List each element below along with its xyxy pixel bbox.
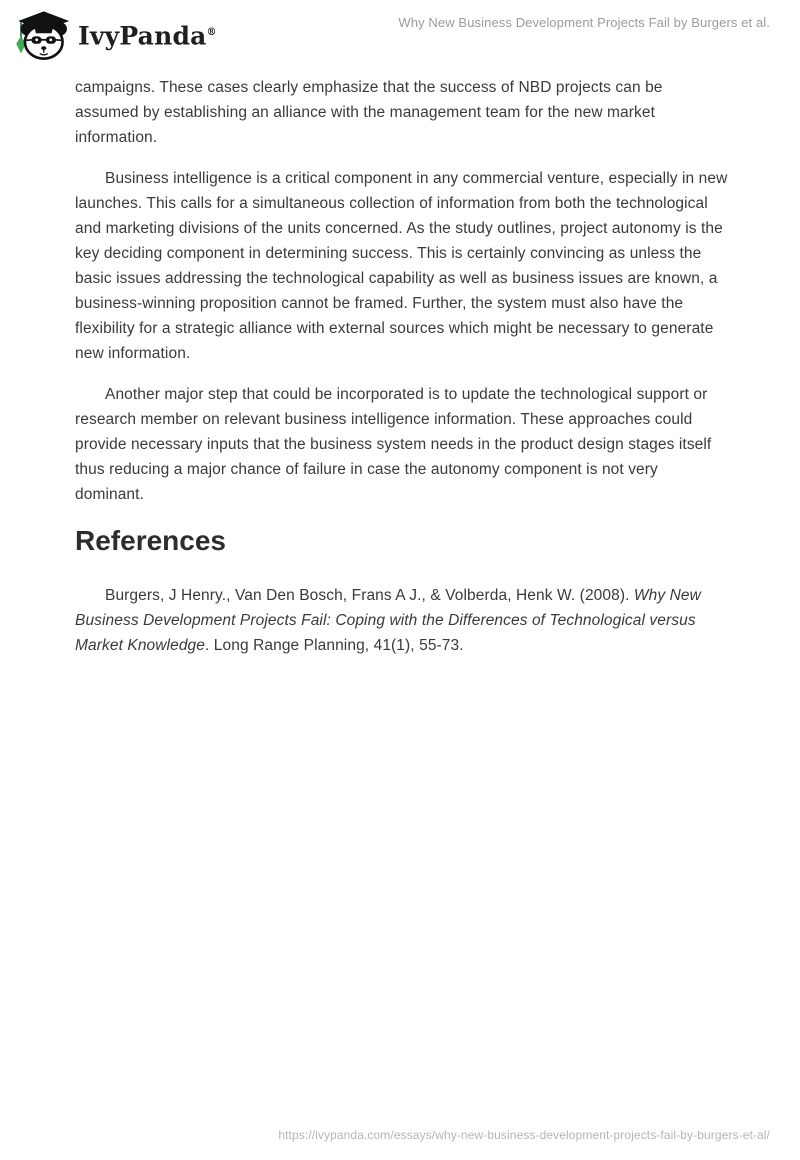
citation-authors: Burgers, J Henry., Van Den Bosch, Frans A J., & Volberda, Henk W. (2008).: [105, 587, 634, 604]
page-header: [0, 0, 800, 64]
registered-mark: ®: [206, 27, 217, 38]
paragraph-2: Business intelligence is a critical component in any commercial venture, especially in new launches. This calls for a simultaneous collection of information from both the technological and marketing divisions of the units concerned. As the study outlines, project autonomy is the key deciding component in determining success. This is certainly convincing as unless the basic issues addressing the technological capability as well as business issues are known, a business-winning proposition cannot be framed. Further, the system must also have the flexibility for a strategic alliance with external sources which might be necessary to generate new information.: [75, 170, 728, 362]
source-url: https://ivypanda.com/essays/why-new-business-development-projects-fail-by-burgers-et-al/: [278, 1128, 770, 1142]
citation-journal: . Long Range Planning, 41(1), 55-73.: [204, 637, 464, 654]
reference-citation: [75, 583, 728, 658]
logo-wordmark: IvyPanda®: [78, 21, 217, 51]
ivypanda-logo: [14, 5, 217, 64]
paragraph-3: Another major step that could be incorporated is to update the technological support or research member on relevant business intelligence information. These approaches could provide necessary inputs that the business system needs in the product design stages itself thus reducing a major chance of failure in case the autonomy component is not very dominant.: [75, 386, 712, 503]
essay-content: [0, 75, 800, 658]
paragraph-1: campaigns. These cases clearly emphasize that the success of NBD projects can be assumed by establishing an alliance with the management team for the new market information.: [75, 79, 663, 146]
citation-title: Why New Business Development Projects Fail: Coping with the Differences of Technological versus Market Knowledge: [75, 587, 701, 654]
page-footer: [278, 1126, 770, 1144]
document-title: Why New Business Development Projects Fail by Burgers et al.: [398, 15, 770, 30]
panda-graduate-icon: [14, 7, 70, 63]
references-heading: References: [75, 525, 226, 556]
